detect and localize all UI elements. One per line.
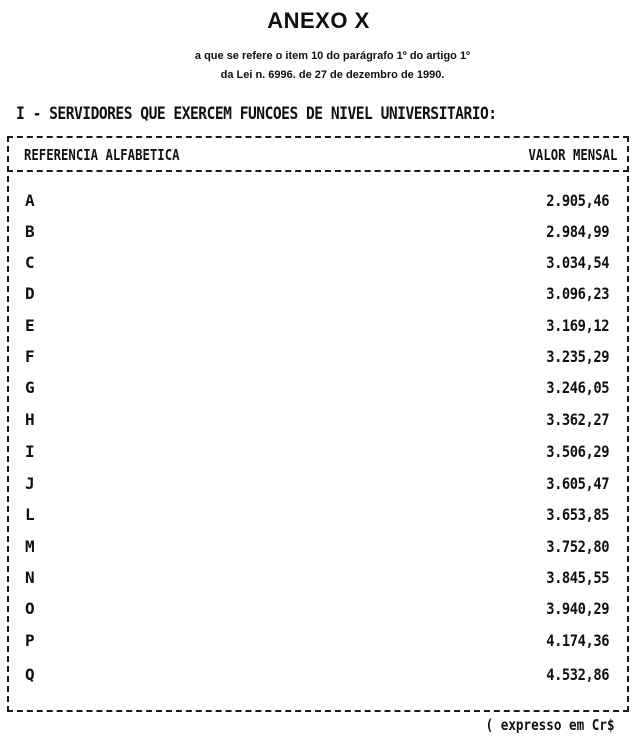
table-row xyxy=(0,442,637,470)
table-row xyxy=(0,347,637,375)
row-value: 3.169,12 xyxy=(546,316,609,335)
section-heading: I - SERVIDORES QUE EXERCEM FUNCOES DE NIVEL UNIVERSITARIO: xyxy=(16,104,497,124)
row-reference: M xyxy=(25,537,35,556)
page-title: ANEXO X xyxy=(267,8,370,33)
row-reference: C xyxy=(25,253,35,272)
table-row xyxy=(0,378,637,406)
row-value: 3.845,55 xyxy=(546,568,609,587)
column-header-reference: REFERENCIA ALFABETICA xyxy=(24,146,180,164)
row-value: 4.174,36 xyxy=(546,631,609,650)
table-row xyxy=(0,191,637,219)
row-reference: L xyxy=(25,505,35,524)
table-row xyxy=(0,253,637,281)
row-value: 3.362,27 xyxy=(546,410,609,429)
row-reference: H xyxy=(25,410,35,429)
table-row xyxy=(0,474,637,502)
row-value: 3.752,80 xyxy=(546,537,609,556)
row-reference: F xyxy=(25,347,35,366)
table-row xyxy=(0,568,637,596)
currency-note: ( expresso em Cr$ xyxy=(486,716,615,734)
row-value: 2.905,46 xyxy=(546,191,609,210)
table-row xyxy=(0,599,637,627)
row-value: 3.034,54 xyxy=(546,253,609,272)
row-reference: J xyxy=(25,474,35,493)
row-value: 2.984,99 xyxy=(546,222,609,241)
row-value: 3.096,23 xyxy=(546,284,609,303)
subtitle-line-2: da Lei n. 6996. de 27 de dezembro de 1990. xyxy=(220,69,445,81)
table-row xyxy=(0,222,637,250)
table-row xyxy=(0,410,637,438)
table-row xyxy=(0,537,637,565)
table-row xyxy=(0,631,637,659)
row-reference: I xyxy=(25,442,35,461)
row-reference: N xyxy=(25,568,35,587)
row-reference: G xyxy=(25,378,35,397)
row-value: 4.532,86 xyxy=(546,665,609,684)
row-value: 3.246,05 xyxy=(546,378,609,397)
row-reference: D xyxy=(25,284,35,303)
row-value: 3.235,29 xyxy=(546,347,609,366)
table-row xyxy=(0,665,637,693)
row-value: 3.605,47 xyxy=(546,474,609,493)
row-reference: Q xyxy=(25,665,35,684)
row-reference: B xyxy=(25,222,35,241)
row-reference: E xyxy=(25,316,35,335)
row-value: 3.506,29 xyxy=(546,442,609,461)
row-value: 3.653,85 xyxy=(546,505,609,524)
table-row xyxy=(0,316,637,344)
row-reference: A xyxy=(25,191,35,210)
row-reference: O xyxy=(25,599,35,618)
table-row xyxy=(0,505,637,533)
column-header-value: VALOR MENSAL xyxy=(528,146,617,164)
subtitle-line-1: a que se refere o item 10 do parágrafo 1º do artigo 1º xyxy=(194,50,471,62)
row-reference: P xyxy=(25,631,35,650)
header-divider xyxy=(7,170,629,172)
table-row xyxy=(0,284,637,312)
row-value: 3.940,29 xyxy=(546,599,609,618)
